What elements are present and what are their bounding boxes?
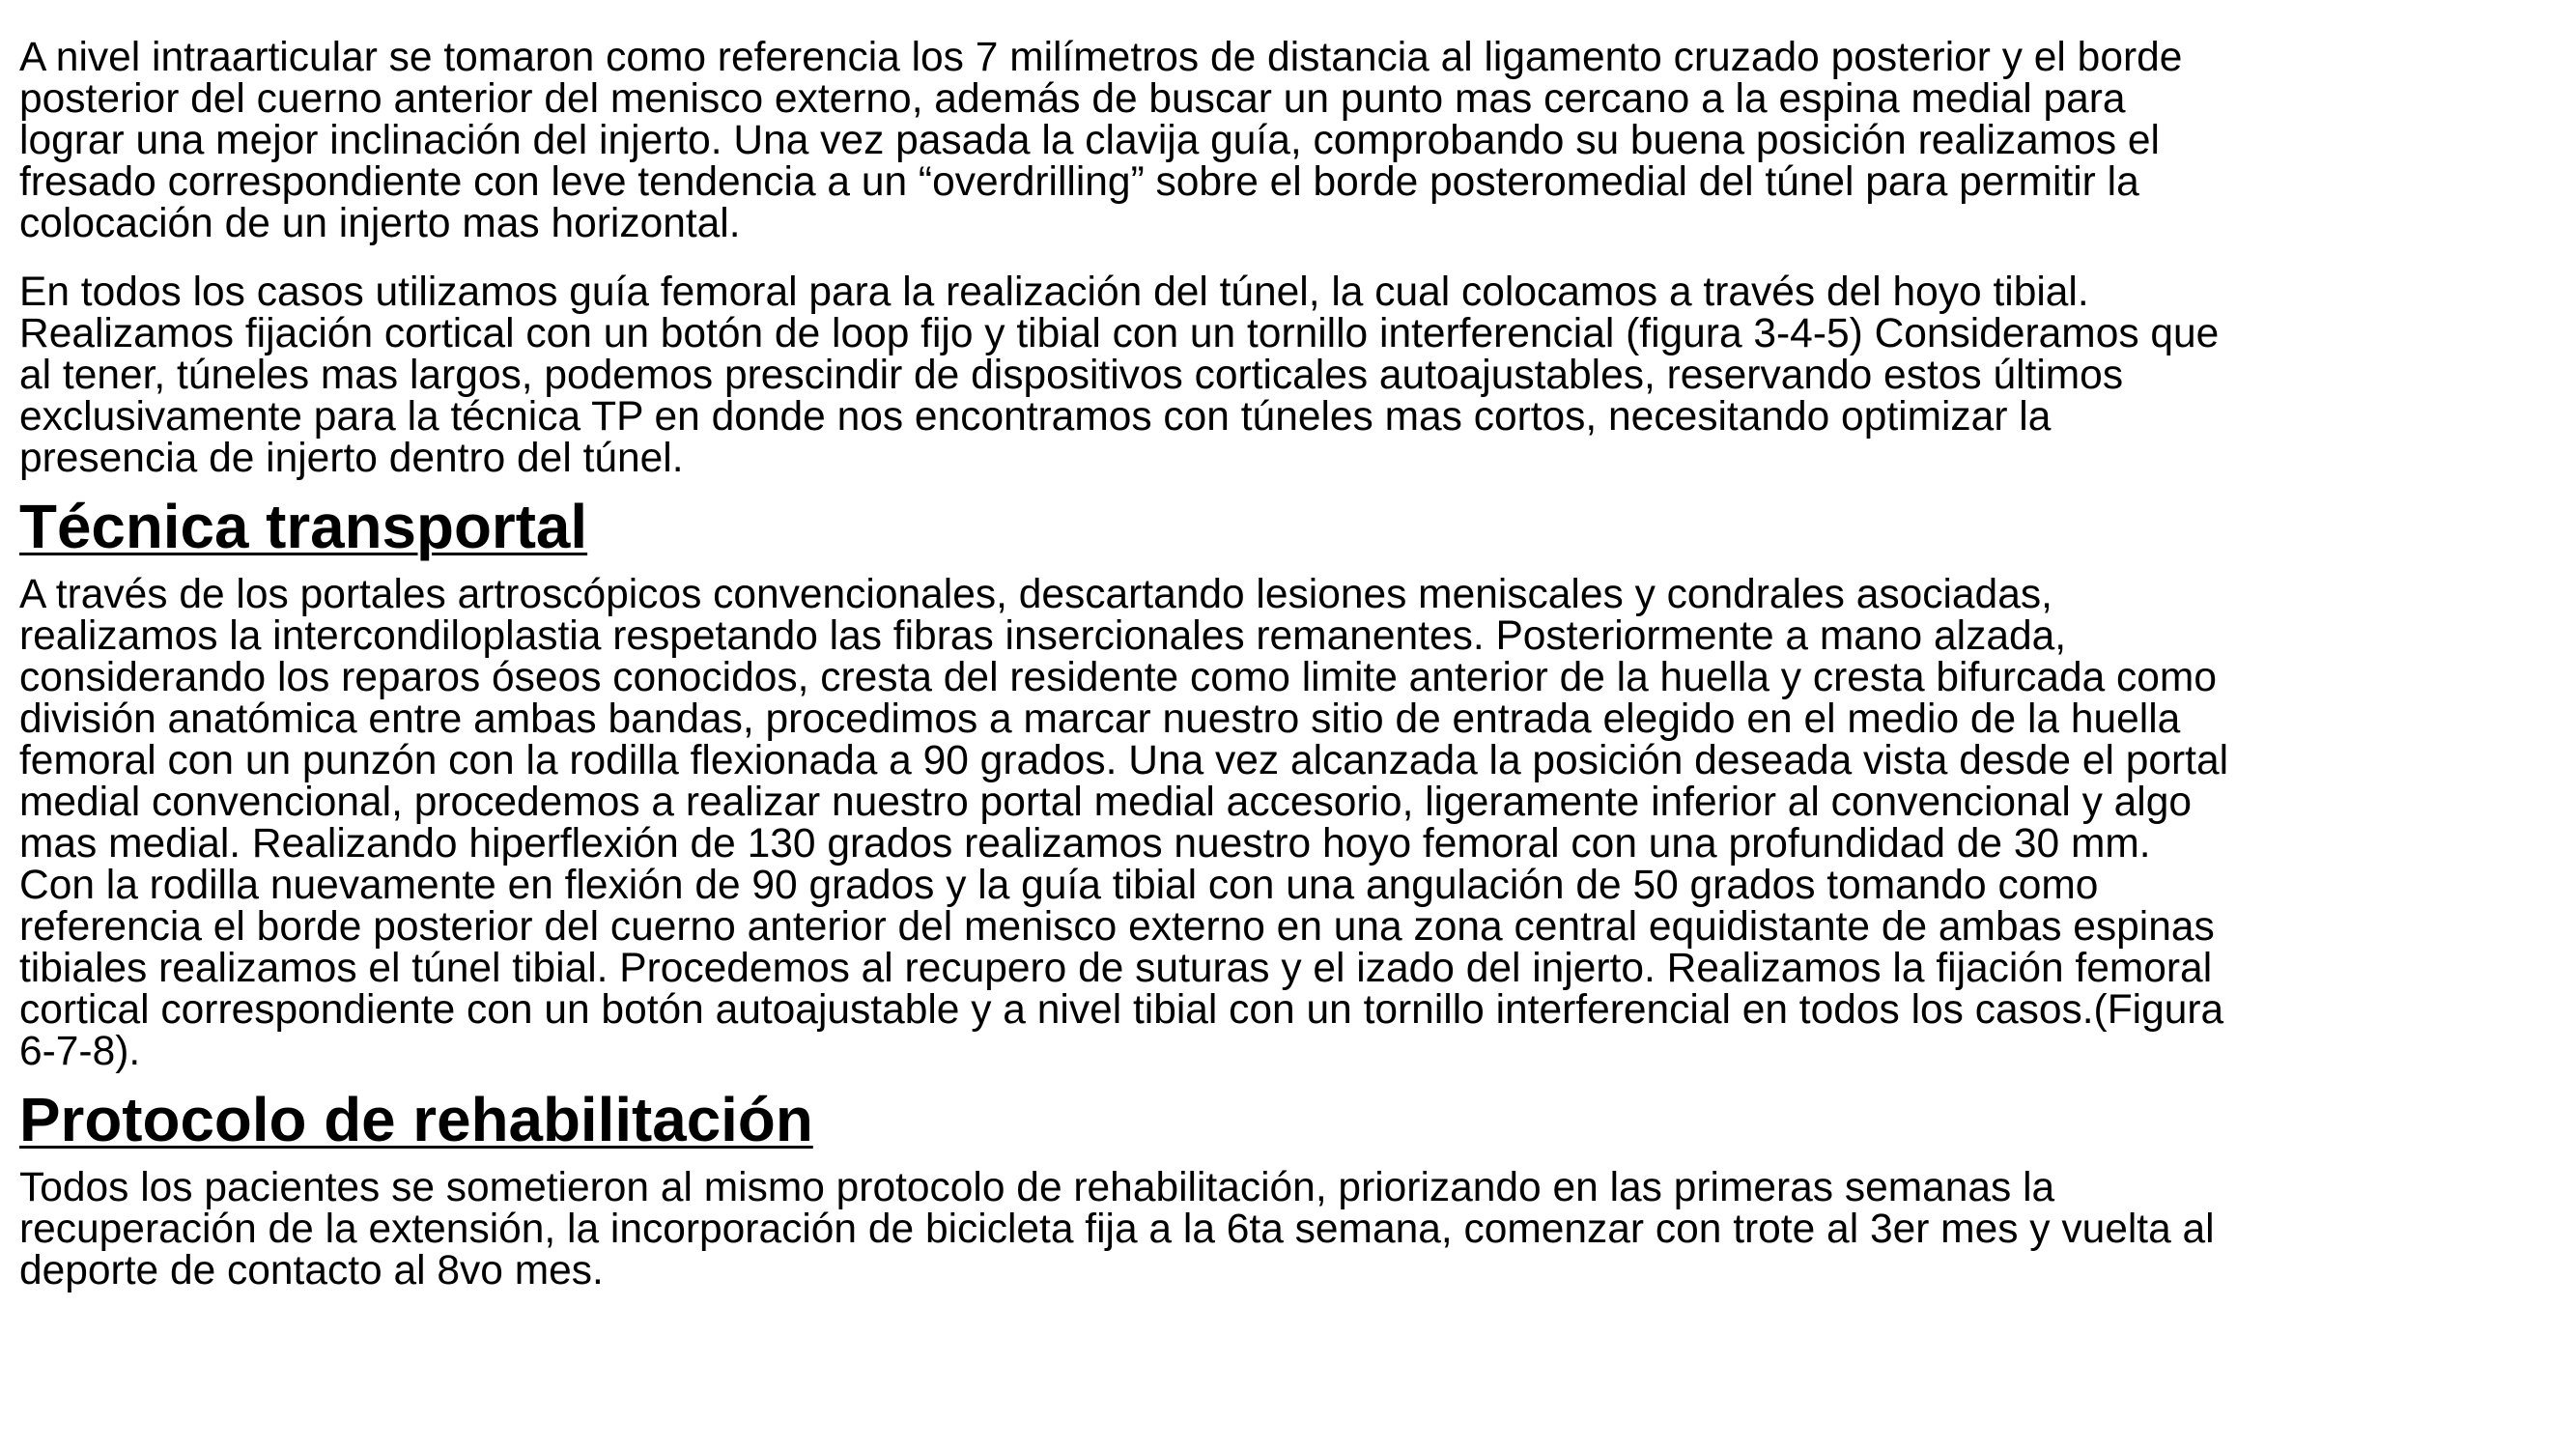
heading-protocolo-rehabilitacion: Protocolo de rehabilitación bbox=[19, 1085, 813, 1154]
paragraph-rehabilitation: Todos los pacientes se sometieron al mismo protocolo de rehabilitación, priorizando en las primeras semanas la recuperación de la extensión, la incorporación de bicicleta fija a la 6ta semana, comenzar con trote al 3er mes y vuelta al deporte de contacto al 8vo mes. bbox=[19, 1165, 2215, 1293]
heading-tecnica-transportal: Técnica transportal bbox=[19, 492, 588, 561]
document-body bbox=[19, 37, 2231, 1319]
paragraph-intraarticular: A nivel intraarticular se tomaron como referencia los 7 milímetros de distancia al ligamento cruzado posterior y el borde posterior del cuerno anterior del menisco externo, además de buscar un punto mas cercano a la espina medial para lograr una mejor inclinación del injerto. Una vez pasada la clavija guía, comprobando su buena posición realizamos el fresado correspondiente con leve tendencia a un “overdrilling” sobre el borde posteromedial del túnel para permitir la colocación de un injerto mas horizontal. bbox=[19, 35, 2183, 246]
paragraph-transportal-technique: A través de los portales artroscópicos convencionales, descartando lesiones meniscales y condrales asociadas, realizamos la intercondiloplastia respetando las fibras insercionales remanentes. Posteriormente a mano alzada, considerando los reparos óseos conocidos, cresta del residente como limite anterior de la huella y cresta bifurcada como división anatómica entre ambas bandas, procedimos a marcar nuestro sitio de entrada elegido en el medio de la huella femoral con un punzón con la rodilla flexionada a 90 grados. Una vez alcanzada la posición deseada vista desde el portal medial convencional, procedemos a realizar nuestro portal medial accesorio, ligeramente inferior al convencional y algo mas medial. Realizando hiperflexión de 130 grados realizamos nuestro hoyo femoral con una profundidad de 30 mm. Con la rodilla nuevamente en flexión de 90 grados y la guía tibial con una angulación de 50 grados tomando como referencia el borde posterior del cuerno anterior del menisco externo en una zona central equidistante de ambas espinas tibiales realizamos el túnel tibial. Procedemos al recupero de suturas y el izado del injerto. Realizamos la fijación femoral cortical correspondiente con un botón autoajustable y a nivel tibial con un tornillo interferencial en todos los casos.(Figura 6-7-8). bbox=[19, 572, 2229, 1074]
paragraph-femoral-guide: En todos los casos utilizamos guía femoral para la realización del túnel, la cual colocamos a través del hoyo tibial. Realizamos fijación cortical con un botón de loop fijo y tibial con un tornillo interferencial (figura 3-4-5) Consideramos que al tener, túneles mas largos, podemos prescindir de dispositivos corticales autoajustables, reservando estos últimos exclusivamente para la técnica TP en donde nos encontramos con túneles mas cortos, necesitando optimizar la presencia de injerto dentro del túnel. bbox=[19, 270, 2220, 481]
